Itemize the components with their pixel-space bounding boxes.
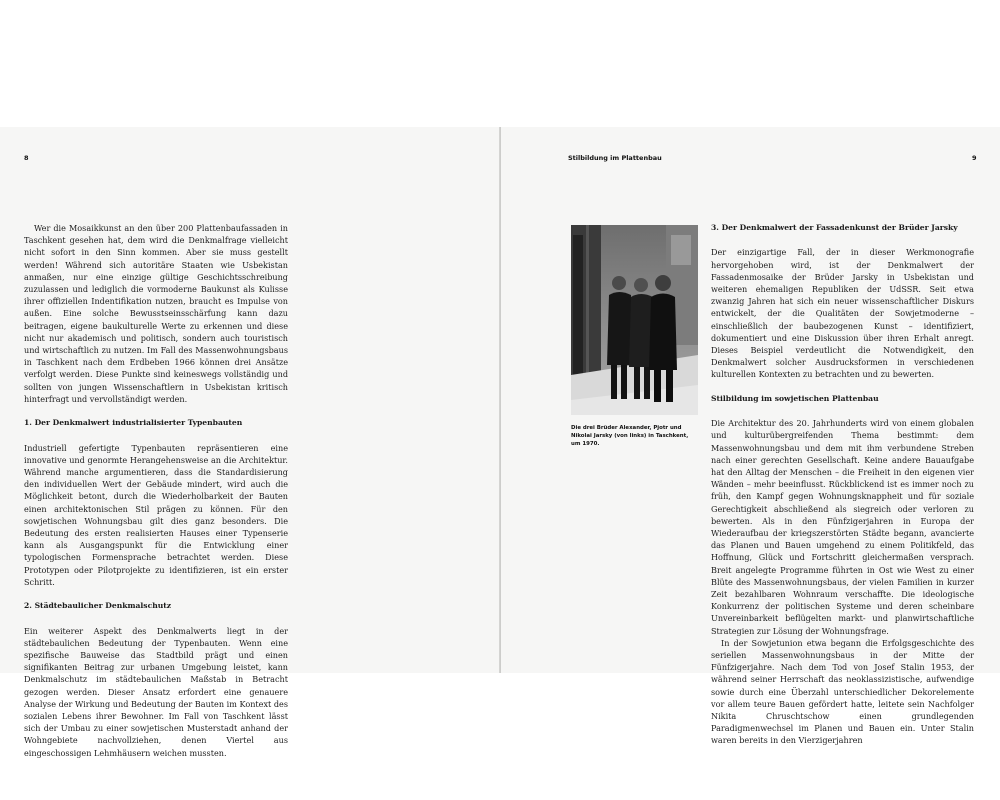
section3-paragraph: Der einzigartige Fall, der in dieser Werkmonografie hervorgehoben wird, ist der Denkmalwert der Fassadenmosaike der Brüder Jarsky in Usbekistan und weiteren ehemaligen Republiken der UdSSR. Seit etwa zwanzig Jahren hat sich ein neuer wissenschaftlicher Diskurs entwickelt, der die Qualitäten der Sowjetmoderne – einschließlich der baubezogenen Kunst – identifiziert, dokumentiert und eine Diskussion über ihren Erhalt anregt. Dieses Beispiel verdeutlicht die Notwendigkeit, den Denkmalwert solcher Ausdrucksformen in verschiedenen kulturellen Kontexten zu betrachten und zu bewerten. xyxy=(711,247,974,380)
section2-heading: 2. Städtebaulicher Denkmalschutz xyxy=(24,601,172,611)
left-folio: 8 xyxy=(24,154,29,162)
right-folio: 9 xyxy=(972,154,977,162)
photo-caption: Die drei Brüder Alexander, Pjotr und Nikolai Jarsky (von links) in Taschkent, um 1970. xyxy=(571,425,689,447)
section1-heading: 1. Der Denkmalwert industrialisierter Typenbauten xyxy=(24,418,243,428)
section3-heading: 3. Der Denkmalwert der Fassadenkunst der Brüder Jarsky xyxy=(711,223,958,232)
running-head: Stilbildung im Plattenbau xyxy=(568,154,662,162)
section4-paragraph-2: In der Sowjetunion etwa begann die Erfolgsgeschichte des seriellen Massenwohnungsbaus in der Mitte der Fünfzigerjahre. Nach dem Tod von Josef Stalin 1953, der während seiner Herrschaft das neoklassizistische, aufwendige sowie durch eine Überzahl unterschiedlicher Dekorelemente vor allem teure Bauen gefördert hatte, leitete sein Nachfolger Nikita Chruschtschow einen grundlegenden Paradigmenwechsel im Planen und Bauen ein. Unter Stalin waren bereits in den Vierzigerjahren xyxy=(711,637,974,746)
section4-paragraph-1: Die Architektur des 20. Jahrhunderts wird von einem globalen und kulturübergreifenden Thema bestimmt: dem Massenwohnungsbau und dem mit ihm verbundene Streben nach einer gerechten Gesellschaft. Keine andere Bauaufgabe hat den Alltag der Menschen – die Freiheit in den eigenen vier Wänden – mehr beeinflusst. Rückblickend ist es immer noch zu früh, den Kampf gegen Wohnungsknappheit und für soziale Gerechtigkeit abschließend als siegreich oder verloren zu bewerten. Als in den Fünfzigerjahren in Europa der Wiederaufbau der kriegszerstörten Städte begann, avancierte das Planen und Bauen umgehend zu einem Politikfeld, das Hoffnung, Glück und Fortschritt gleichermaßen versprach. Breit angelegte Programme führten in Ost wie West zu einer Blüte des Massenwohnungsbaus, der vielen Familien in kurzer Zeit bezahlbaren Wohnraum verschaffte. Die ideologische Konkurrenz der politischen Systeme und deren scheinbare Unvereinbarkeit beflügelten markt- und planwirtschaftliche Strategien zur Lösung der Wohnungsfrage. xyxy=(711,418,974,636)
brothers-photo xyxy=(571,225,698,415)
section1-paragraph: Industriell gefertigte Typenbauten repräsentieren eine innovative und genormte Herangehensweise an die Architektur. Während manche argumentieren, dass die Standardisierung den individuellen Wert der Gebäude mindert, wird auch die Möglichkeit betont, durch die Wiederholbarkeit der Bauten einen architektonischen Stil prägen zu können. Für den sowjetischen Wohnungsbau gilt dies ganz besonders. Die Bedeutung des ersten realisierten Hauses einer Typenserie kann als Ausgangspunkt für die Entwicklung einer typologischen Formensprache betrachtet werden. Diese Prototypen oder Pilotprojekte zu identifizieren, ist ein erster Schritt. xyxy=(24,442,288,587)
left-body xyxy=(24,222,288,759)
right-body xyxy=(711,222,974,747)
section4-heading: Stilbildung im sowjetischen Plattenbau xyxy=(711,393,879,403)
intro-paragraph: Wer die Mosaikkunst an den über 200 Plattenbaufassaden in Taschkent gesehen hat, dem wird die Denkmalfrage vielleicht nicht sofort in den Sinn kommen. Aber sie muss gestellt werden! Während sich autoritäre Staaten wie Usbekistan anmaßen, nur eine einzige gültige Geschichtsschreibung zuzulassen und lediglich die vormoderne Baukunst als Kulisse ihrer offiziellen Indentifikation nutzen, braucht es Impulse von außen. Eine solche Bewusstseinsschärfung kann dazu beitragen, eigene baukulturelle Werte zu erkennen und diese nicht nur akademisch und politisch, sondern auch touristisch und wirtschaftlich zu nutzen. Im Fall des Massenwohnungsbaus in Taschkent nach dem Erdbeben 1966 können drei Ansätze verfolgt werden. Diese Punkte sind keineswegs vollständig und sollten von jungen Wissenschaftlern in Usbekistan kritisch hinterfragt und vervollständigt werden. xyxy=(24,223,288,404)
section2-paragraph: Ein weiterer Aspekt des Denkmalwerts liegt in der städtebaulichen Bedeutung der Typenbauten. Wenn eine spezifische Bauweise das Stadtbild prägt und einen signifikanten Beitrag zur urbanen Umgebung leistet, kann Denkmalschutz im städtebaulichen Maßstab in Betracht gezogen werden. Dieser Ansatz erfordert eine genauere Analyse der Wirkung und Bedeutung der Bauten im Kontext des sozialen Lebens ihrer Bewohner. Im Fall von Taschkent lässt sich der Umbau zu einer sowjetischen Musterstadt anhand der Wohngebiete nachvollziehen, denen Viertel aus eingeschossigen Lehmhäusern weichen mussten. xyxy=(24,625,288,758)
